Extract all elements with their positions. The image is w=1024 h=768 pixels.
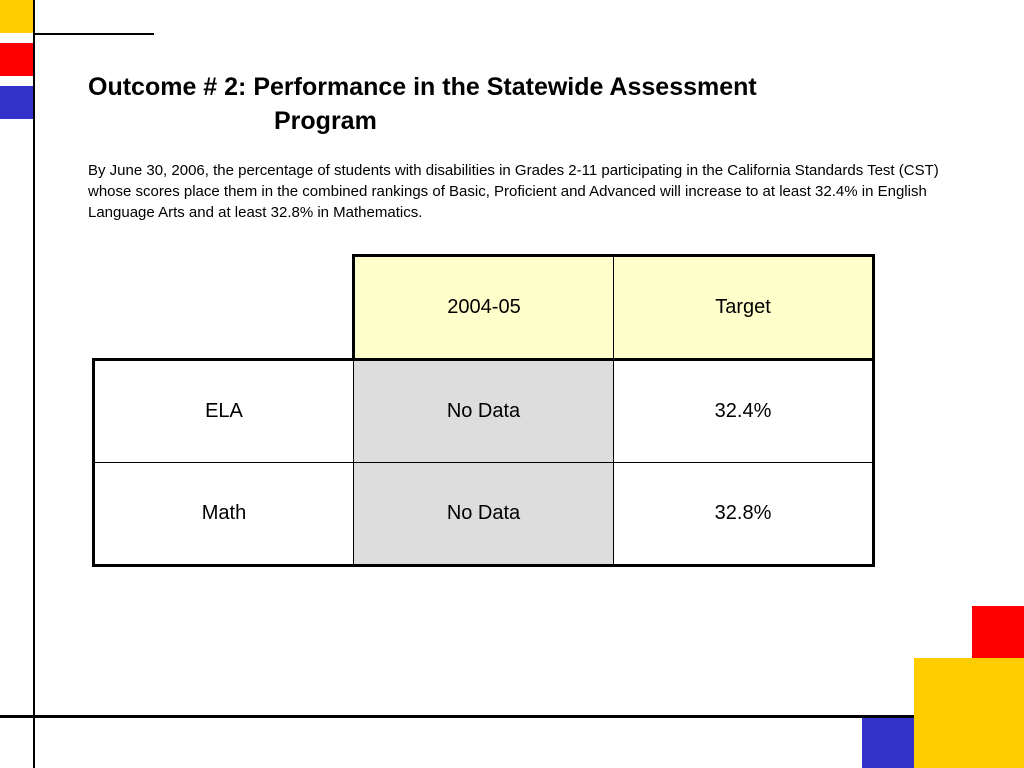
slide-title	[88, 70, 948, 138]
decor-top-line	[33, 33, 154, 35]
table-header-target: Target	[614, 256, 874, 360]
table-corner-cell	[94, 256, 354, 360]
decor-red-square-top	[0, 43, 34, 76]
decor-vertical-line	[33, 0, 35, 768]
row-2004-05-value: No Data	[354, 360, 614, 463]
row-target-value: 32.8%	[614, 463, 874, 566]
slide-title-line1: Outcome # 2: Performance in the Statewide Assessment	[88, 73, 757, 101]
decor-bottom-line	[0, 715, 914, 718]
slide-body-text: By June 30, 2006, the percentage of students with disabilities in Grades 2-11 participating in the California Standards Test (CST) whose scores place them in the combined rankings of Basic, Proficient and Advanced will increase to at least 32.4% in English Language Arts and at least 32.8% in Mathematics.	[88, 162, 939, 221]
outcome-table	[92, 254, 875, 567]
decor-red-square-bottom	[972, 606, 1024, 658]
row-label: ELA	[94, 360, 354, 463]
row-2004-05-value: No Data	[354, 463, 614, 566]
table-header-2004-05: 2004-05	[354, 256, 614, 360]
decor-blue-square-top	[0, 86, 34, 119]
decor-yellow-square-top	[0, 0, 34, 33]
table-row	[94, 360, 874, 463]
row-label: Math	[94, 463, 354, 566]
decor-blue-square-bottom	[862, 718, 914, 768]
row-target-value: 32.4%	[614, 360, 874, 463]
table-row	[94, 463, 874, 566]
decor-yellow-square-bottom	[914, 658, 1024, 768]
table-header-row	[94, 256, 874, 360]
slide-title-line2: Program	[274, 107, 377, 135]
